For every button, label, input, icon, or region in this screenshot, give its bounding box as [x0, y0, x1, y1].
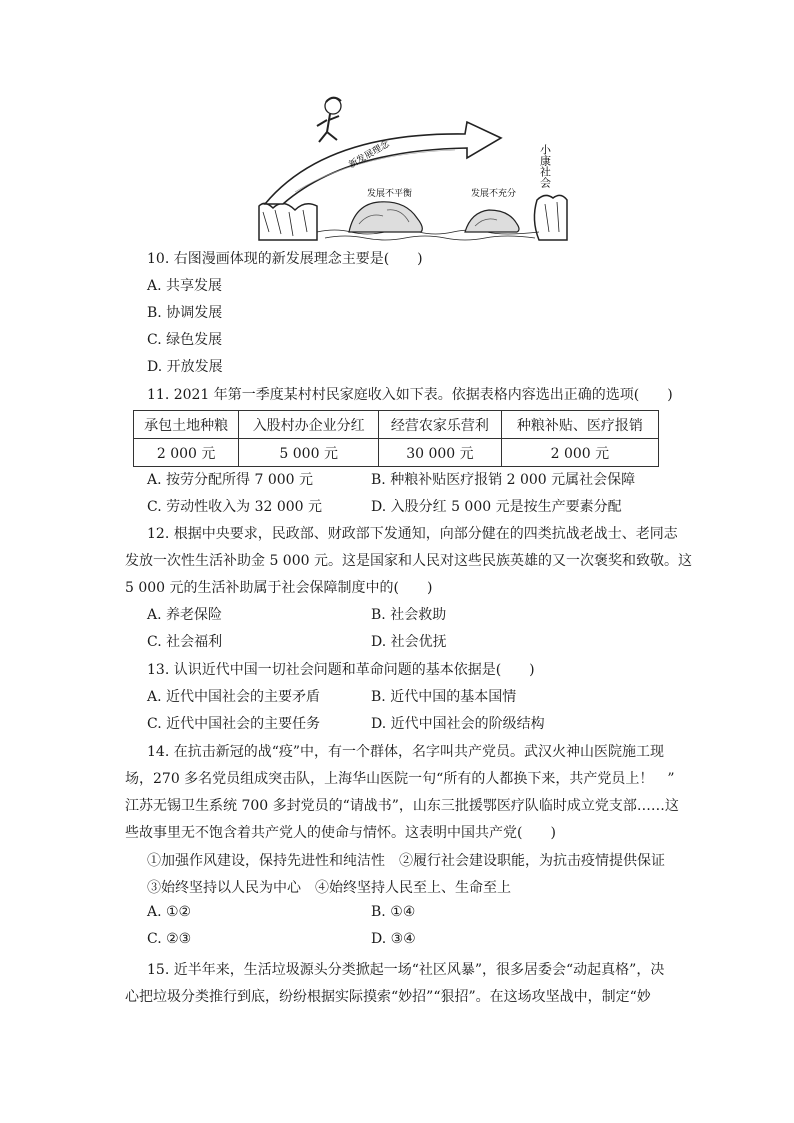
rock-mound-right [465, 210, 519, 232]
q11-stem: 11. 2021 年第一季度某村村民家庭收入如下表。依据表格内容选出正确的选项( ) [147, 387, 673, 403]
q14-option-c[interactable]: C. ②③ [147, 931, 192, 947]
q13-option-b[interactable]: B. 近代中国的基本国情 [371, 689, 517, 705]
q13-option-a[interactable]: A. 近代中国社会的主要矛盾 [147, 689, 321, 705]
q13-stem: 13. 认识近代中国一切社会问题和革命问题的基本依据是( ) [147, 662, 535, 678]
q11-option-b[interactable]: B. 种粮补贴医疗报销 2 000 元属社会保障 [371, 472, 636, 488]
q10-option-b[interactable]: B. 协调发展 [147, 305, 223, 321]
q12-option-a[interactable]: A. 养老保险 [147, 607, 223, 623]
rock-mound-left [349, 202, 422, 232]
q12-line1: 12. 根据中央要求，民政部、财政部下发通知，向部分健在的四类抗战老战士、老同志 [147, 526, 678, 542]
q12-line2: 发放一次性生活补助金 5 000 元。这是国家和人民对这些民族英雄的又一次褒奖和致敬。这 [125, 553, 692, 569]
q15-line1: 15. 近半年来，生活垃圾源头分类掀起一场“社区风暴”，很多居委会“动起真格”，决 [147, 962, 665, 978]
table-value-cell: 30 000 元 [379, 439, 502, 467]
q14-option-d[interactable]: D. ③④ [371, 931, 416, 947]
q13-option-c[interactable]: C. 近代中国社会的主要任务 [147, 716, 321, 732]
table-header-cell: 承包土地种粮 [134, 411, 239, 439]
table-value-cell: 2 000 元 [501, 439, 658, 467]
q14-line3: 江苏无锡卫生系统 700 多封党员的“请战书”，山东三批援鄂医疗队临时成立党支部……这 [125, 798, 679, 814]
q14-line1: 14. 在抗击新冠的战“疫”中，有一个群体，名字叫共产党员。武汉火神山医院施工现 [147, 744, 665, 760]
gap-left-label: 发展不平衡 [367, 189, 413, 199]
income-table-header-row [134, 411, 659, 439]
q11-option-d[interactable]: D. 入股分红 5 000 元是按生产要素分配 [371, 499, 622, 515]
q14-option-a[interactable]: A. ①② [147, 904, 192, 920]
q10-option-a[interactable]: A. 共享发展 [147, 278, 223, 294]
q14-statement-line1: ①加强作风建设，保持先进性和纯洁性 ②履行社会建设职能，为抗击疫情提供保证 [147, 853, 665, 869]
right-cliff [534, 195, 567, 240]
goal-label: 小康社会 [538, 144, 552, 188]
q12-option-c[interactable]: C. 社会福利 [147, 634, 223, 650]
table-value-cell: 2 000 元 [134, 439, 239, 467]
q11-option-c[interactable]: C. 劳动性收入为 32 000 元 [147, 499, 322, 515]
q14-option-b[interactable]: B. ①④ [371, 904, 416, 920]
q14-line4: 些故事里无不饱含着共产党人的使命与情怀。这表明中国共产党( ) [125, 825, 556, 841]
table-header-cell: 入股村办企业分红 [239, 411, 379, 439]
table-header-cell: 经营农家乐营利 [379, 411, 502, 439]
development-cartoon [255, 92, 575, 242]
person-figure [317, 98, 341, 142]
q12-line3: 5 000 元的生活补助属于社会保障制度中的( ) [125, 580, 433, 596]
q12-option-d[interactable]: D. 社会优抚 [371, 634, 447, 650]
gap-right-label: 发展不充分 [471, 189, 517, 199]
q15-line2: 心把垃圾分类推行到底，纷纷根据实际摸索“妙招”“狠招”。在这场攻坚战中，制定“妙 [125, 989, 651, 1005]
q10-stem: 10. 右图漫画体现的新发展理念主要是( ) [147, 251, 423, 267]
income-table [133, 410, 659, 467]
income-table-value-row [134, 439, 659, 467]
q12-option-b[interactable]: B. 社会救助 [371, 607, 447, 623]
q11-option-a[interactable]: A. 按劳分配所得 7 000 元 [147, 472, 313, 488]
q10-option-d[interactable]: D. 开放发展 [147, 359, 223, 375]
q14-statement-line2: ③始终坚持以人民为中心 ④始终坚持人民至上、生命至上 [147, 880, 511, 896]
left-cliff [259, 203, 317, 240]
q14-line2: 场，270 多名党员组成突击队，上海华山医院一句“所有的人都换下来，共产党员上！ ” [125, 771, 675, 787]
table-header-cell: 种粮补贴、医疗报销 [501, 411, 658, 439]
table-value-cell: 5 000 元 [239, 439, 379, 467]
q10-option-c[interactable]: C. 绿色发展 [147, 332, 223, 348]
arrow-label: 新发展理念 [347, 139, 392, 171]
q13-option-d[interactable]: D. 近代中国社会的阶级结构 [371, 716, 545, 732]
